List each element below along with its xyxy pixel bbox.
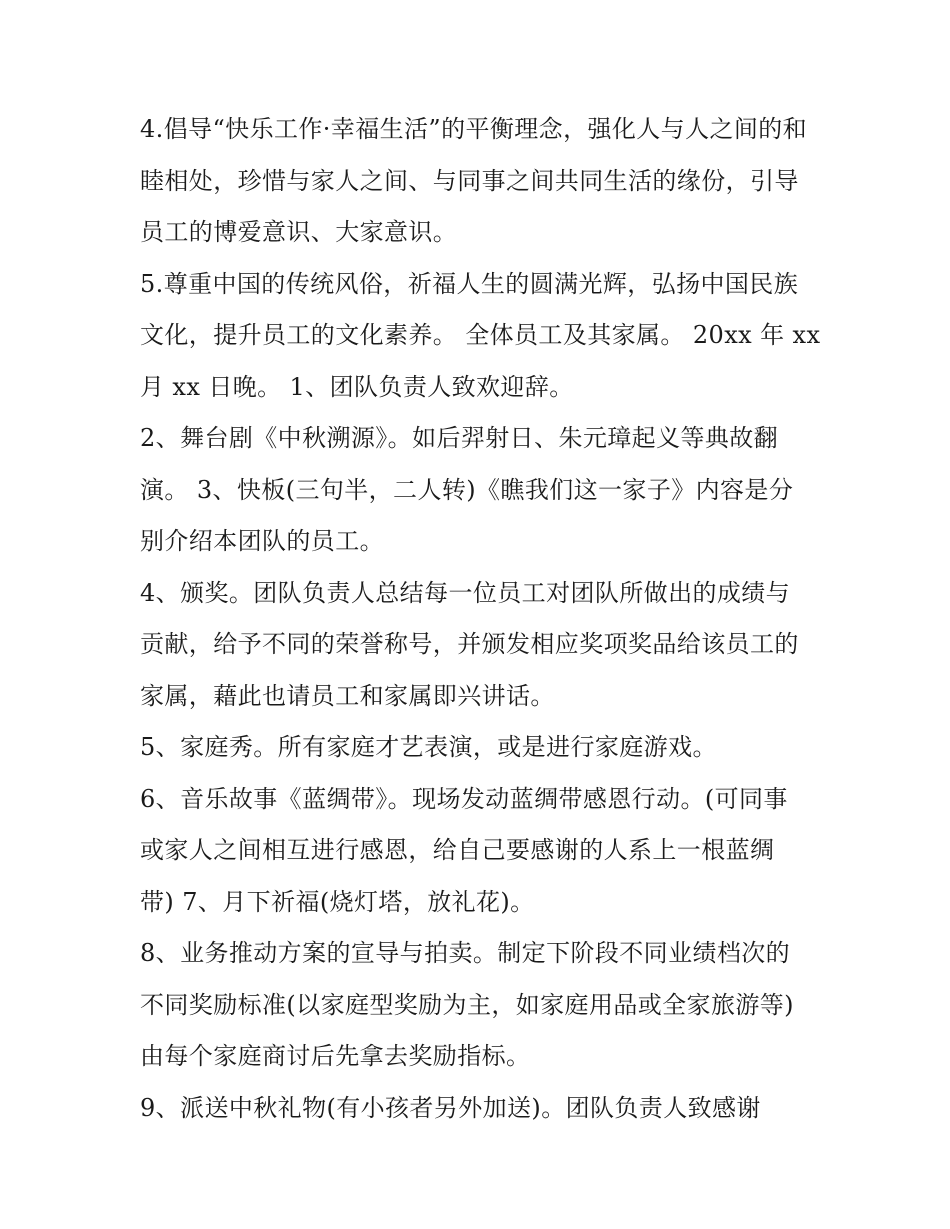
text-line: 4.倡导“快乐工作·幸福生活”的平衡理念，强化人与人之间的和 — [140, 115, 808, 143]
text-line: 睦相处，珍惜与家人之间、与同事之间共同生活的缘份，引导 — [140, 166, 799, 195]
text-line: 员工的博爱意识、大家意识。 — [140, 218, 458, 246]
text-line: 不同奖励标准(以家庭型奖励为主，如家庭用品或全家旅游等) — [140, 990, 794, 1019]
text-line: 别介绍本团队的员工。 — [140, 527, 384, 555]
text-line: 9、派送中秋礼物(有小孩者另外加送)。团队负责人致感谢 — [140, 1093, 761, 1122]
text-line: 8、业务推动方案的宣导与拍卖。制定下阶段不同业绩档次的 — [140, 939, 791, 967]
text-line: 4、颁奖。团队负责人总结每一位员工对团队所做出的成绩与 — [140, 578, 791, 607]
text-line: 月 xx 日晚。 1、团队负责人致欢迎辞。 — [140, 372, 574, 401]
text-line: 家属，藉此也请员工和家属即兴讲话。 — [140, 681, 555, 710]
text-line: 由每个家庭商讨后先拿去奖励指标。 — [140, 1042, 531, 1070]
text-line: 文化，提升员工的文化素养。 全体员工及其家属。 20xx 年 xx — [140, 321, 821, 349]
text-line: 5.尊重中国的传统风俗，祈福人生的圆满光辉，弘扬中国民族 — [140, 269, 799, 298]
text-line: 5、家庭秀。所有家庭才艺表演，或是进行家庭游戏。 — [140, 733, 717, 761]
text-line: 带) 7、月下祈福(烧灯塔，放礼花)。 — [140, 887, 535, 916]
text-line: 或家人之间相互进行感恩，给自己要感谢的人系上一根蓝绸 — [140, 836, 775, 864]
text-line: 2、舞台剧《中秋溯源》。如后羿射日、朱元璋起义等典故翻 — [140, 424, 779, 452]
text-line: 6、音乐故事《蓝绸带》。现场发动蓝绸带感恩行动。(可同事 — [140, 784, 788, 813]
text-line: 贡献，给予不同的荣誉称号，并颁发相应奖项奖品给该员工的 — [140, 630, 799, 658]
document-body — [140, 104, 820, 1134]
text-line: 演。 3、快板(三句半，二人转)《瞧我们这一家子》内容是分 — [140, 475, 794, 504]
